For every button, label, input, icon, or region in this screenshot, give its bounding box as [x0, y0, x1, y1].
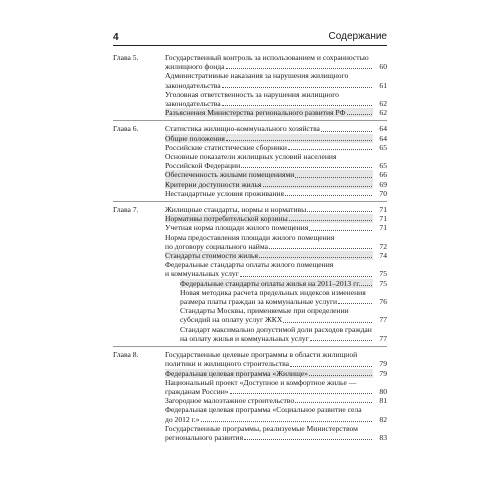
toc-line [165, 269, 373, 278]
dot-leader [295, 402, 372, 403]
toc-chapter [113, 203, 387, 347]
dot-leader [289, 220, 372, 221]
toc-chapter [113, 122, 387, 202]
toc-entry [113, 152, 387, 170]
toc-line [165, 251, 373, 260]
toc-text: субсидий на оплату услуг ЖКХ [180, 315, 283, 325]
dot-leader [230, 393, 372, 394]
toc-entry [113, 288, 387, 306]
chapter-prefix: Глава 8. [113, 350, 139, 360]
chapter-page: 79 [379, 359, 387, 369]
toc-text: политики и жилищного строительства [165, 359, 290, 369]
toc-entry [113, 108, 387, 117]
toc-text: Статистика жилищно-коммунального хозяйства [165, 124, 320, 134]
toc-text: Российской Федерации [165, 161, 241, 171]
dot-leader [201, 421, 372, 422]
toc-line [180, 315, 373, 324]
entry-page: 70 [379, 188, 387, 198]
toc-line [180, 297, 373, 306]
entry-line: Национальный проект «Доступное и комфортное жилье — [165, 377, 357, 387]
toc-text: жилищного фонда [165, 62, 225, 72]
toc-line [165, 223, 373, 232]
toc-line [165, 124, 373, 133]
entry-page: 64 [379, 133, 387, 143]
toc-text: Федеральные стандарты оплаты жилья на 2011–2013 гг. [180, 278, 361, 288]
toc-text: Учетная норма площади жилого помещения [165, 223, 309, 233]
toc-entry [113, 396, 387, 405]
dot-leader [226, 68, 372, 69]
dot-leader [269, 248, 372, 249]
toc-entry [113, 90, 387, 108]
entry-page: 76 [379, 297, 387, 307]
toc-line [180, 334, 373, 343]
entry-line: Федеральные стандарты оплаты жилого помещения [165, 260, 334, 270]
toc-chapter [113, 348, 387, 445]
chapter-title-line: Государственный контроль за использованием и сохранностью [165, 53, 369, 62]
toc-text: законодательства [165, 80, 221, 90]
toc-line [165, 205, 373, 214]
toc-entry [113, 71, 387, 89]
dot-leader [309, 375, 372, 376]
toc-line [165, 180, 373, 189]
entry-page: 82 [379, 414, 387, 424]
dot-leader [310, 340, 372, 341]
toc-chapter [113, 51, 387, 121]
toc-line [165, 359, 373, 368]
toc-text: и коммунальных услуг [165, 269, 239, 279]
toc-entry [113, 325, 387, 343]
toc-text: до 2012 г.» [165, 414, 200, 424]
entry-page: 79 [379, 368, 387, 378]
chapter-prefix: Глава 6. [113, 124, 139, 134]
dot-leader [241, 167, 372, 168]
dot-leader [288, 149, 372, 150]
entry-page: 61 [379, 80, 387, 90]
chapter-title [113, 124, 387, 133]
entry-page: 65 [379, 161, 387, 171]
toc-line [165, 189, 373, 198]
toc-entry [113, 369, 387, 378]
entry-page: 74 [379, 251, 387, 261]
dot-leader [226, 140, 372, 141]
toc-text: Нестандартные условия проживания [165, 188, 284, 198]
dot-leader [295, 177, 372, 178]
dot-leader [309, 230, 372, 231]
toc-text: законодательства [165, 99, 221, 109]
chapter-title [113, 53, 387, 71]
toc-text: Нормативы потребительской корзины [165, 214, 288, 224]
entry-line: Уголовная ответственность за нарушения жилищного [165, 89, 339, 99]
entry-page: 62 [379, 99, 387, 109]
entry-page: 75 [379, 278, 387, 288]
toc-line [165, 81, 373, 90]
dot-leader [285, 195, 372, 196]
toc-text: Общие положения [165, 133, 225, 143]
toc-line [165, 433, 373, 442]
toc-entry [113, 424, 387, 442]
toc-text: Критерии доступности жилья [165, 179, 262, 189]
toc-text: регионального развития [165, 432, 244, 442]
dot-leader [263, 186, 373, 187]
toc-line [165, 134, 373, 143]
dot-leader [244, 439, 372, 440]
dot-leader [222, 105, 372, 106]
toc-line [165, 170, 373, 179]
page-header [113, 29, 387, 45]
toc-line [165, 143, 373, 152]
entry-page: 69 [379, 179, 387, 189]
dot-leader [338, 303, 372, 304]
toc-entry [113, 405, 387, 423]
chapter-page: 60 [379, 62, 387, 72]
toc-line [165, 161, 373, 170]
toc-line [165, 369, 373, 378]
toc-line [180, 279, 373, 288]
chapter-page: 64 [379, 124, 387, 134]
dot-leader [283, 322, 372, 323]
entry-page: 80 [379, 386, 387, 396]
toc-text: по договору социального найма [165, 241, 268, 251]
entry-line: Административные наказания за нарушения жилищного [165, 71, 349, 81]
toc-text: Обеспеченность жилыми помещениями [165, 170, 295, 180]
dot-leader [222, 87, 372, 88]
chapter-title [113, 350, 387, 368]
chapter-page: 71 [379, 205, 387, 215]
chapter-heading [113, 205, 387, 214]
entry-line: Основные показатели жилищных условий населения [165, 152, 337, 162]
toc-text: Загородное малоэтажное строительство [165, 396, 295, 406]
entry-page: 71 [379, 223, 387, 233]
entry-page: 77 [379, 333, 387, 343]
dot-leader [321, 131, 372, 132]
toc-line [165, 396, 373, 405]
toc-entry [113, 134, 387, 143]
chapter-prefix: Глава 5. [113, 53, 139, 62]
entry-line: Федеральная целевая программа «Социальное развитие села [165, 405, 362, 415]
toc-entry [113, 143, 387, 152]
toc-entry [113, 214, 387, 223]
toc-entry [113, 189, 387, 198]
chapter-heading [113, 350, 387, 368]
toc-line [165, 415, 373, 424]
entry-line: Стандарт максимально допустимой доли расходов граждан [180, 324, 372, 334]
entry-page: 77 [379, 315, 387, 325]
entry-line: Новая методика расчета предельных индексов изменения [180, 287, 366, 297]
toc-line [165, 214, 373, 223]
chapter-heading [113, 53, 387, 71]
toc-line [165, 387, 373, 396]
dot-leader [347, 114, 372, 115]
dot-leader [307, 211, 372, 212]
dot-leader [259, 257, 372, 258]
toc-line [165, 99, 373, 108]
header-rule [113, 45, 387, 46]
toc-text: размера платы граждан за коммунальные услуги [180, 297, 338, 307]
toc-entry [113, 378, 387, 396]
chapter-heading [113, 124, 387, 133]
toc-entry [113, 306, 387, 324]
dot-leader [240, 276, 372, 277]
chapter-prefix: Глава 7. [113, 205, 139, 215]
entry-page: 66 [379, 170, 387, 180]
toc-entry [113, 170, 387, 179]
toc-text: Разъяснения Министерства регионального развития РФ [165, 108, 346, 118]
toc-text: Федеральная целевая программа «Жилище» [165, 368, 308, 378]
entry-page: 72 [379, 241, 387, 251]
entry-line: Стандарты Москвы, применяемые при определении [180, 306, 349, 316]
entry-page: 62 [379, 108, 387, 118]
entry-line: Государственные программы, реализуемые Министерством [165, 423, 358, 433]
toc-line [165, 62, 373, 71]
dot-leader [290, 366, 372, 367]
table-of-contents [113, 51, 387, 445]
toc-text: на оплату жилья и коммунальных услуг [180, 333, 309, 343]
toc-entry [113, 223, 387, 232]
toc-entry [113, 251, 387, 260]
entry-line: Норма предоставления площади жилого помещения [165, 232, 335, 242]
toc-entry [113, 180, 387, 189]
toc-entry [113, 233, 387, 251]
toc-entry [113, 260, 387, 278]
toc-text: Стандарты стоимости жилья [165, 251, 259, 261]
toc-line [165, 242, 373, 251]
page-number: 4 [113, 32, 119, 43]
section-title: Содержание [328, 31, 387, 42]
toc-line [165, 108, 373, 117]
toc-text: Российские статистические сборники [165, 142, 287, 152]
toc-entry [113, 279, 387, 288]
entry-page: 81 [379, 396, 387, 406]
toc-text: Жилищные стандарты, нормы и нормативы [165, 205, 307, 215]
toc-text: гражданам России» [165, 386, 229, 396]
entry-page: 65 [379, 142, 387, 152]
chapter-title-line: Государственные целевые программы в области жилищной [165, 350, 358, 360]
dot-leader [361, 285, 372, 286]
entry-page: 83 [379, 432, 387, 442]
chapter-title [113, 205, 387, 214]
entry-page: 71 [379, 214, 387, 224]
entry-page: 75 [379, 269, 387, 279]
